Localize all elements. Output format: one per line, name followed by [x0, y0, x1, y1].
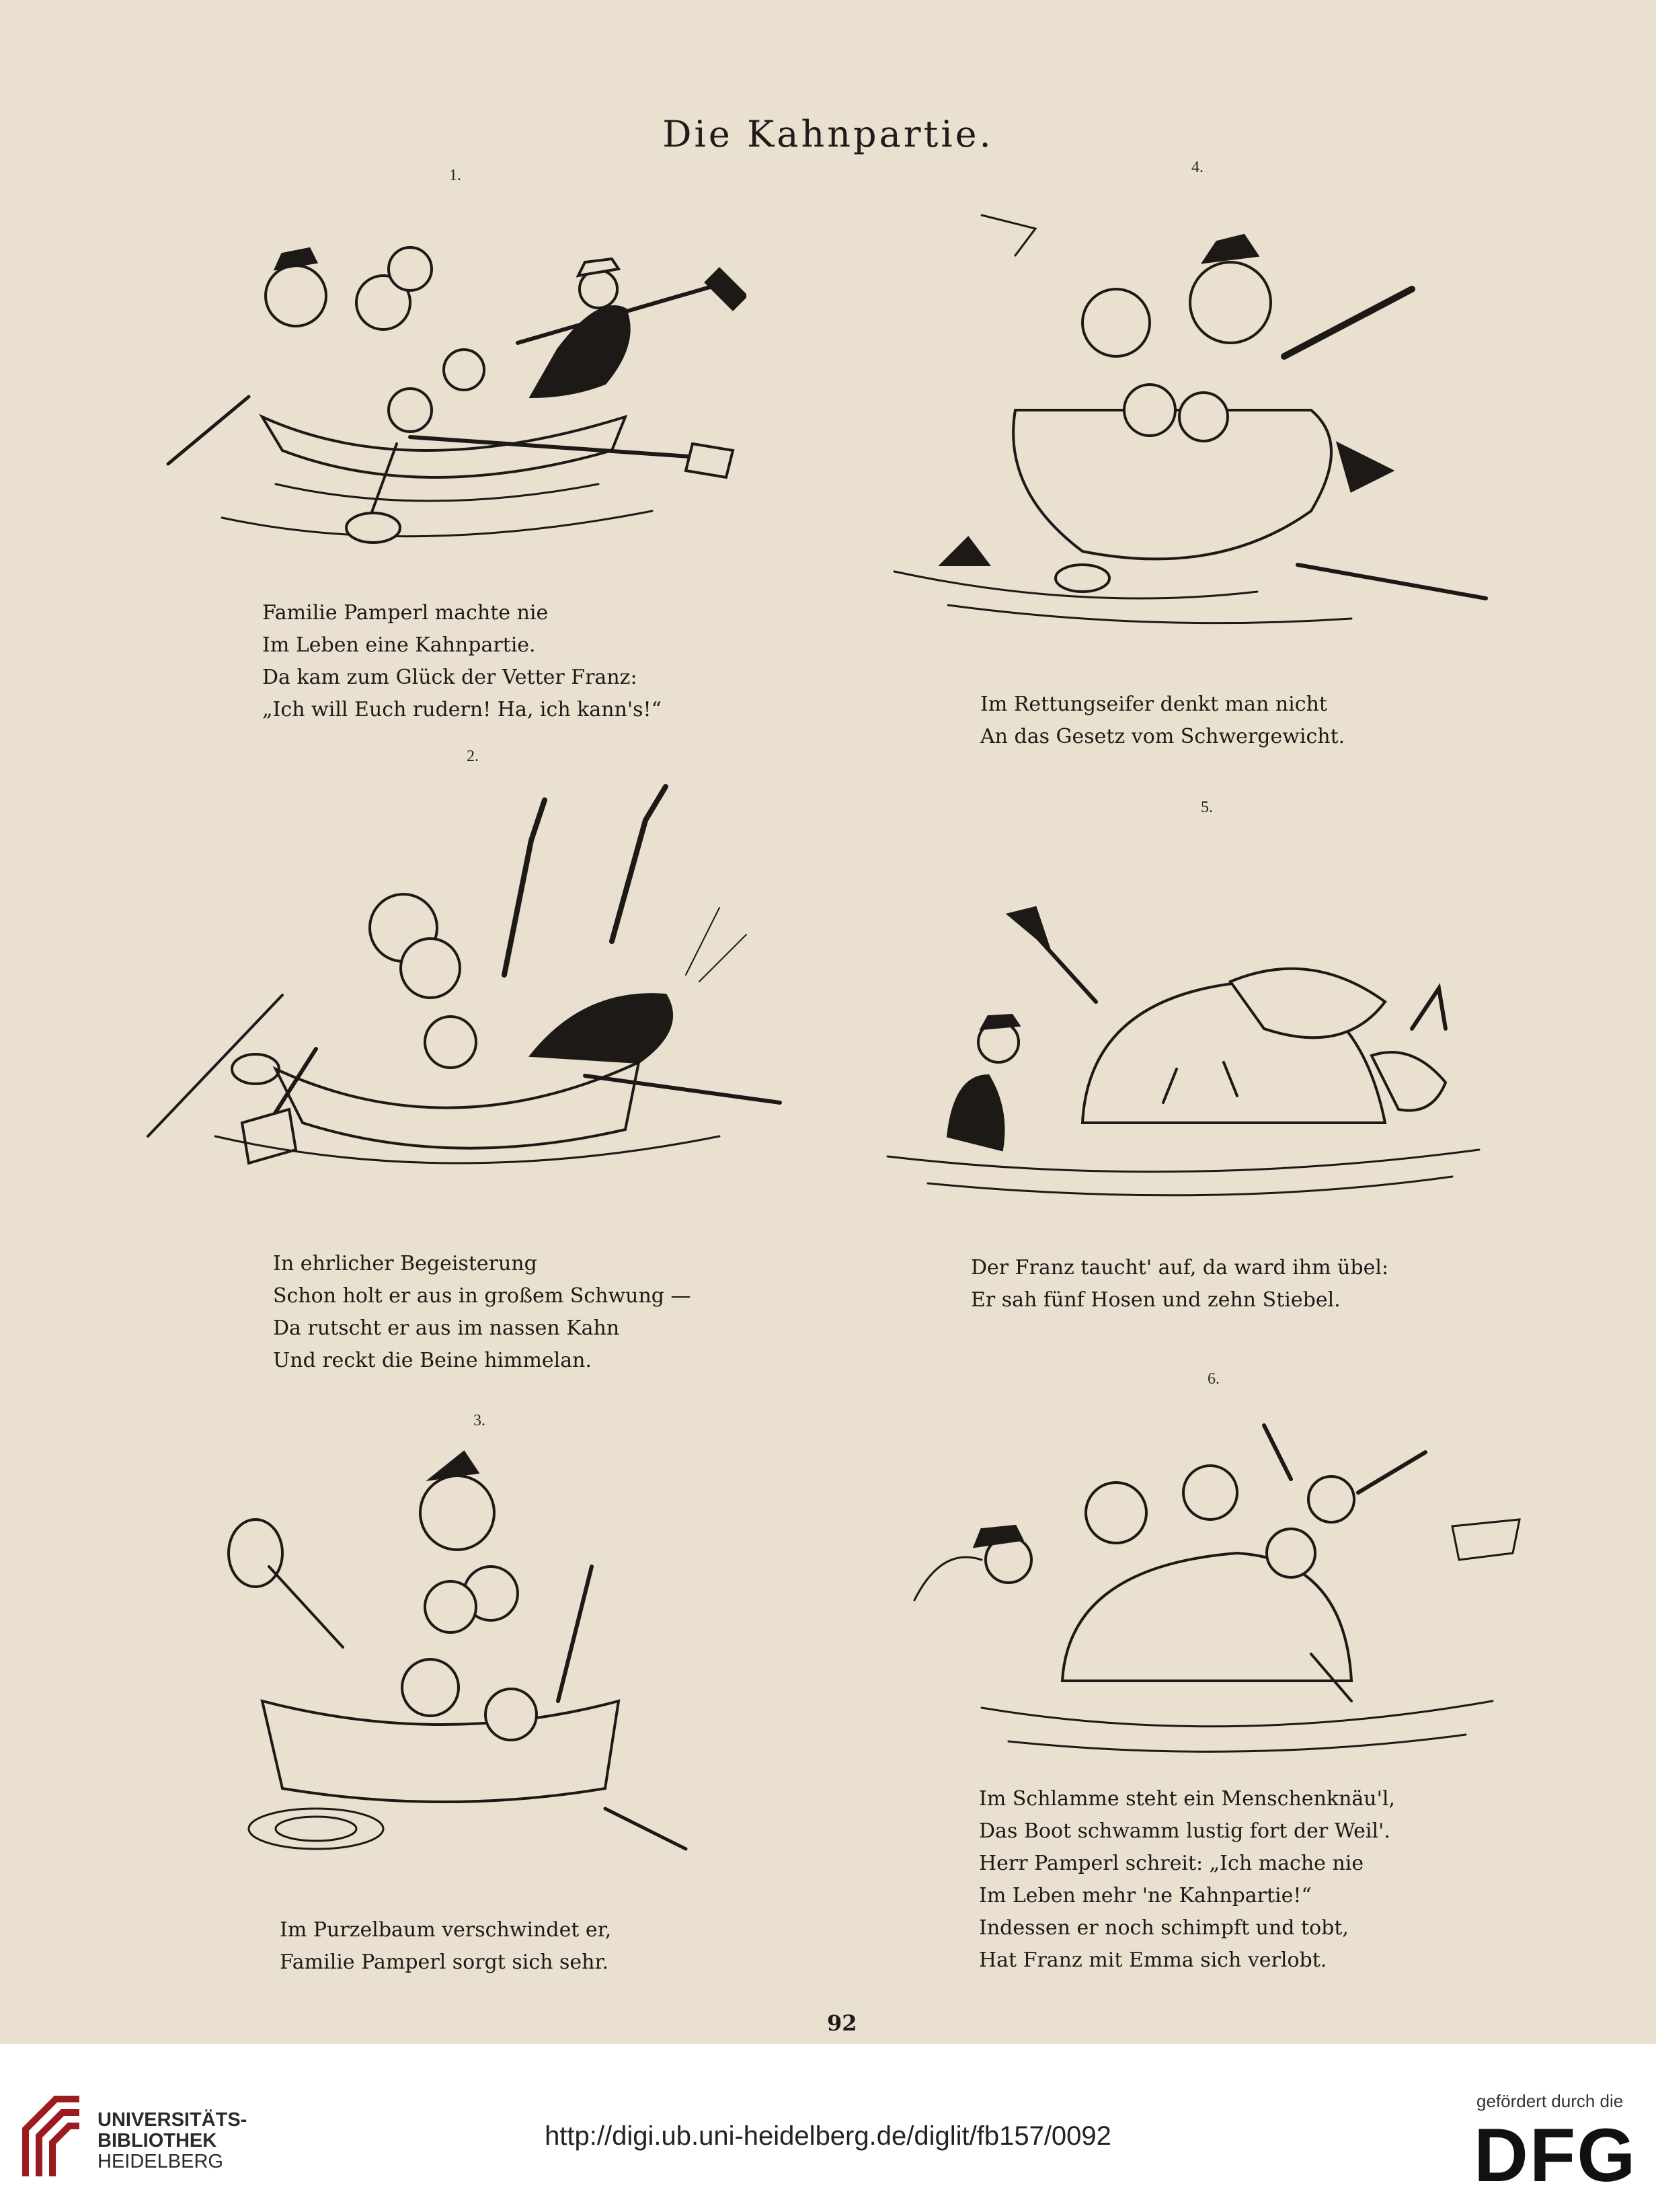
verse-line: Indessen er noch schimpft und tobt,: [979, 1916, 1349, 1940]
page-number: 92: [827, 2010, 857, 2036]
verse-line: „Ich will Euch rudern! Ha, ich kann's!“: [262, 698, 662, 721]
page-title: Die Kahnpartie.: [662, 113, 994, 155]
verse-line: Familie Pamperl machte nie: [262, 601, 549, 625]
verse-line: Das Boot schwamm lustig fort der Weil'.: [979, 1819, 1390, 1843]
panel-2-verse: [273, 1248, 691, 1377]
panel-1-illustration: [141, 195, 746, 571]
verse-line: Und reckt die Beine himmelan.: [273, 1349, 592, 1372]
panel-3-number: 3.: [473, 1412, 485, 1429]
panel-3-illustration: [175, 1432, 699, 1869]
panel-5-verse: [971, 1252, 1388, 1316]
funded-by-label: gefördert durch die: [1476, 2091, 1624, 2111]
library-line: BIBLIOTHEK: [97, 2130, 217, 2151]
panel-6-number: 6.: [1208, 1370, 1220, 1388]
panel-1-number: 1.: [449, 167, 461, 184]
verse-line: Schon holt er aus in großem Schwung —: [273, 1284, 691, 1308]
panel-6-illustration: [888, 1398, 1546, 1768]
verse-line: Im Leben eine Kahnpartie.: [262, 633, 536, 657]
panel-4-verse: [980, 688, 1345, 753]
panel-3-verse: [280, 1914, 611, 1979]
verse-line: Hat Franz mit Emma sich verlobt.: [979, 1948, 1327, 1972]
verse-line: Im Leben mehr 'ne Kahnpartie!“: [979, 1884, 1312, 1907]
verse-line: Im Purzelbaum verschwindet er,: [280, 1918, 612, 1942]
verse-line: Er sah fünf Hosen und zehn Stiebel.: [971, 1288, 1341, 1312]
panel-2-number: 2.: [467, 748, 479, 765]
verse-line: Da rutscht er aus im nassen Kahn: [273, 1316, 620, 1340]
panel-4-illustration: [881, 188, 1520, 659]
panel-5-illustration: [874, 827, 1540, 1217]
verse-line: Herr Pamperl schreit: „Ich mache nie: [979, 1852, 1364, 1875]
verse-line: Familie Pamperl sorgt sich sehr.: [280, 1950, 609, 1974]
panel-6-verse: [979, 1783, 1395, 1977]
verse-line: Im Rettungseifer denkt man nicht: [980, 693, 1327, 716]
verse-line: Da kam zum Glück der Vetter Franz:: [262, 666, 637, 689]
panel-4-number: 4.: [1191, 159, 1204, 176]
verse-line: In ehrlicher Begeisterung: [273, 1252, 537, 1275]
digital-object-url[interactable]: http://digi.ub.uni-heidelberg.de/diglit/fb157/0092: [545, 2121, 1111, 2151]
panel-1-verse: [262, 597, 662, 726]
verse-line: Im Schlamme steht ein Menschenknäu'l,: [979, 1787, 1395, 1811]
verse-line: An das Gesetz vom Schwergewicht.: [980, 725, 1345, 748]
library-line: HEIDELBERG: [97, 2151, 223, 2172]
verse-line: Der Franz taucht' auf, da ward ihm übel:: [971, 1256, 1389, 1279]
panel-2-illustration: [114, 773, 793, 1177]
dfg-logo[interactable]: DFG: [1474, 2113, 1637, 2197]
panel-5-number: 5.: [1201, 799, 1213, 816]
library-line: UNIVERSITÄTS-: [97, 2109, 247, 2131]
